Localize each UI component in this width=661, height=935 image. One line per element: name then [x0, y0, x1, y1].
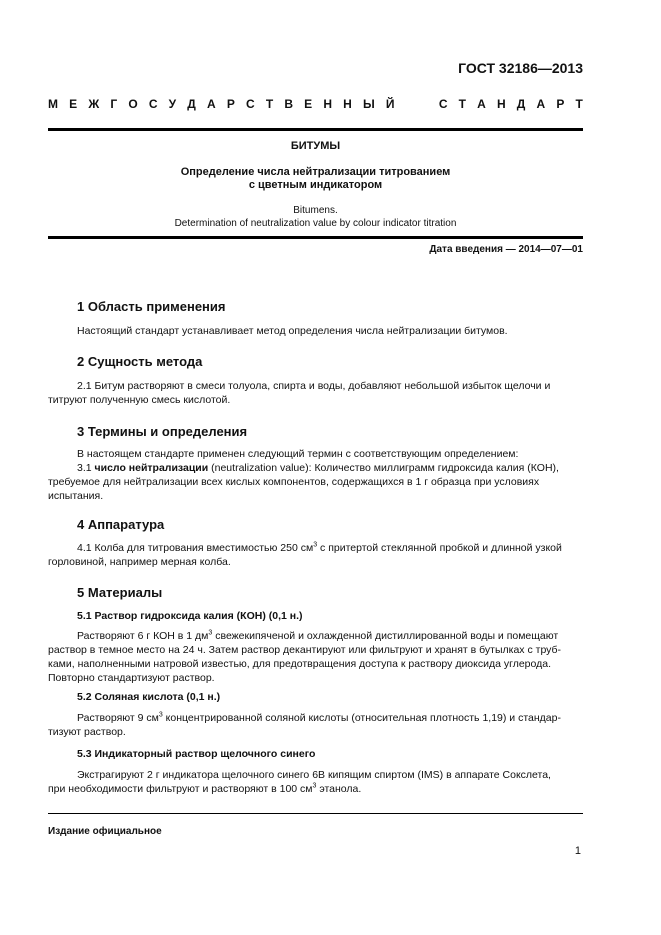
- spaced-letter: Е: [304, 97, 313, 111]
- spaced-letter: Д: [516, 97, 526, 111]
- text-fragment: Растворяют 9 см: [77, 712, 159, 724]
- spaced-letter: В: [284, 97, 293, 111]
- english-title-line: Bitumens.: [293, 205, 338, 216]
- effective-date: Дата введения — 2014—07—01: [429, 244, 583, 255]
- spaced-letter: Д: [187, 97, 196, 111]
- superscript: 3: [313, 541, 318, 549]
- superscript: 3: [208, 629, 213, 637]
- section-2-heading: 2 Сущность метода: [77, 354, 203, 369]
- spaced-letter: Н: [343, 97, 352, 111]
- text-line: Повторно стандартизуют раствор.: [48, 672, 215, 684]
- subsection-5-2-text: [48, 711, 583, 739]
- spaced-letter: А: [477, 97, 486, 111]
- standard-type-heading: [48, 97, 583, 111]
- english-title: [48, 204, 583, 230]
- subsection-5-3-text: [48, 768, 583, 796]
- superscript: 3: [158, 711, 163, 719]
- text-line: [77, 711, 583, 725]
- term-definition: (neutralization value): Количество миллиграмм гидроксида калия (КОН),: [208, 462, 559, 474]
- spaced-letter: Ж: [88, 97, 100, 111]
- text-line: Экстрагируют 2 г индикатора щелочного синего 6В кипящим спиртом (IMS) в аппарате Сокслета,: [77, 769, 551, 781]
- document-number: ГОСТ 32186—2013: [458, 60, 583, 76]
- word-gap: [406, 97, 428, 111]
- spaced-letter: Н: [496, 97, 506, 111]
- spaced-letter: С: [438, 97, 448, 111]
- document-subtitle: [48, 166, 583, 192]
- term-definition-line: [77, 461, 583, 475]
- term-number: 3.1: [77, 462, 95, 474]
- spaced-letter: Р: [226, 97, 235, 111]
- text-line: [77, 541, 583, 555]
- section-5-heading: 5 Материалы: [77, 585, 163, 600]
- top-divider: [48, 128, 583, 131]
- spaced-letter: Т: [265, 97, 274, 111]
- superscript: 3: [312, 782, 317, 790]
- subsection-5-1-heading: 5.1 Раствор гидроксида калия (КОН) (0,1 н.): [77, 610, 303, 622]
- text-line: горловиной, например мерная колба.: [48, 556, 231, 568]
- section-4-heading: 4 Аппаратура: [77, 517, 165, 532]
- spaced-letter: Г: [110, 97, 118, 111]
- text-line: 2.1 Битум растворяют в смеси толуола, спирта и воды, добавляют небольшой избыток щелочи и: [77, 380, 551, 392]
- text-fragment: Растворяют 6 г КОН в 1 дм: [77, 630, 209, 642]
- spaced-letter: Р: [556, 97, 565, 111]
- text-line: требуемое для нейтрализации всех кислых компонентов, содержащихся в 1 г образца при условиях: [48, 476, 540, 488]
- spaced-letter: Е: [69, 97, 78, 111]
- text-fragment: этанола.: [316, 783, 362, 795]
- page-number: 1: [574, 845, 581, 857]
- spaced-letter: С: [245, 97, 255, 111]
- subsection-5-1-text: [48, 629, 583, 685]
- spaced-letter: А: [206, 97, 216, 111]
- term-name: число нейтрализации: [94, 462, 209, 474]
- subsection-5-3-heading: 5.3 Индикаторный раствор щелочного синего: [77, 748, 316, 760]
- text-line: В настоящем стандарте применен следующий термин с соответствующим определением:: [77, 448, 519, 460]
- text-line: [48, 782, 583, 796]
- text-line: титруют полученную смесь кислотой.: [48, 394, 231, 406]
- spaced-letter: А: [536, 97, 546, 111]
- section-3-heading: 3 Термины и определения: [77, 424, 248, 439]
- spaced-letter: У: [168, 97, 177, 111]
- spaced-letter: Й: [385, 97, 395, 111]
- official-edition-note: Издание официальное: [48, 826, 162, 837]
- section-1-heading: 1 Область применения: [77, 299, 226, 314]
- spaced-letter: Ы: [362, 97, 375, 111]
- title-divider: [48, 236, 583, 239]
- subtitle-line: с цветным индикатором: [248, 179, 383, 191]
- footer-divider: [48, 813, 583, 814]
- spaced-letter: О: [128, 97, 138, 111]
- english-title-line: Determination of neutralization value by colour indicator titration: [174, 218, 457, 229]
- spaced-letter: Т: [575, 97, 583, 111]
- text-line: [77, 629, 583, 643]
- spaced-letter: Н: [323, 97, 332, 111]
- section-3-text: [48, 447, 583, 503]
- text-fragment: при необходимости фильтруют и растворяют в 100 см: [48, 783, 313, 795]
- text-fragment: свежекипяченой и охлажденной дистиллированной воды и помещают: [212, 630, 559, 642]
- document-title: БИТУМЫ: [290, 140, 341, 152]
- text-fragment: 4.1 Колба для титрования вместимостью 250 см: [77, 542, 314, 554]
- text-line: испытания.: [48, 490, 104, 502]
- section-4-text: [48, 541, 583, 569]
- section-1-text: Настоящий стандарт устанавливает метод определения числа нейтрализации битумов.: [77, 325, 508, 337]
- section-2-text: [48, 379, 583, 407]
- spaced-letter: С: [148, 97, 158, 111]
- spaced-letter: Т: [458, 97, 466, 111]
- subtitle-line: Определение числа нейтрализации титрованием: [180, 166, 451, 178]
- subsection-5-2-heading: 5.2 Соляная кислота (0,1 н.): [77, 691, 221, 703]
- text-line: тизуют раствор.: [48, 726, 126, 738]
- text-line: раствор в темное место на 24 ч. Затем раствор декантируют или фильтруют и хранят в бутылках с труб-: [48, 644, 562, 656]
- text-fragment: концентрированной соляной кислоты (относительная плотность 1,19) и стандар-: [162, 712, 561, 724]
- text-fragment: с притертой стеклянной пробкой и длинной узкой: [317, 542, 562, 554]
- text-line: ками, наполненными натровой известью, для предотвращения доступа к раствору диоксида углерода.: [48, 658, 552, 670]
- spaced-letter: М: [48, 97, 58, 111]
